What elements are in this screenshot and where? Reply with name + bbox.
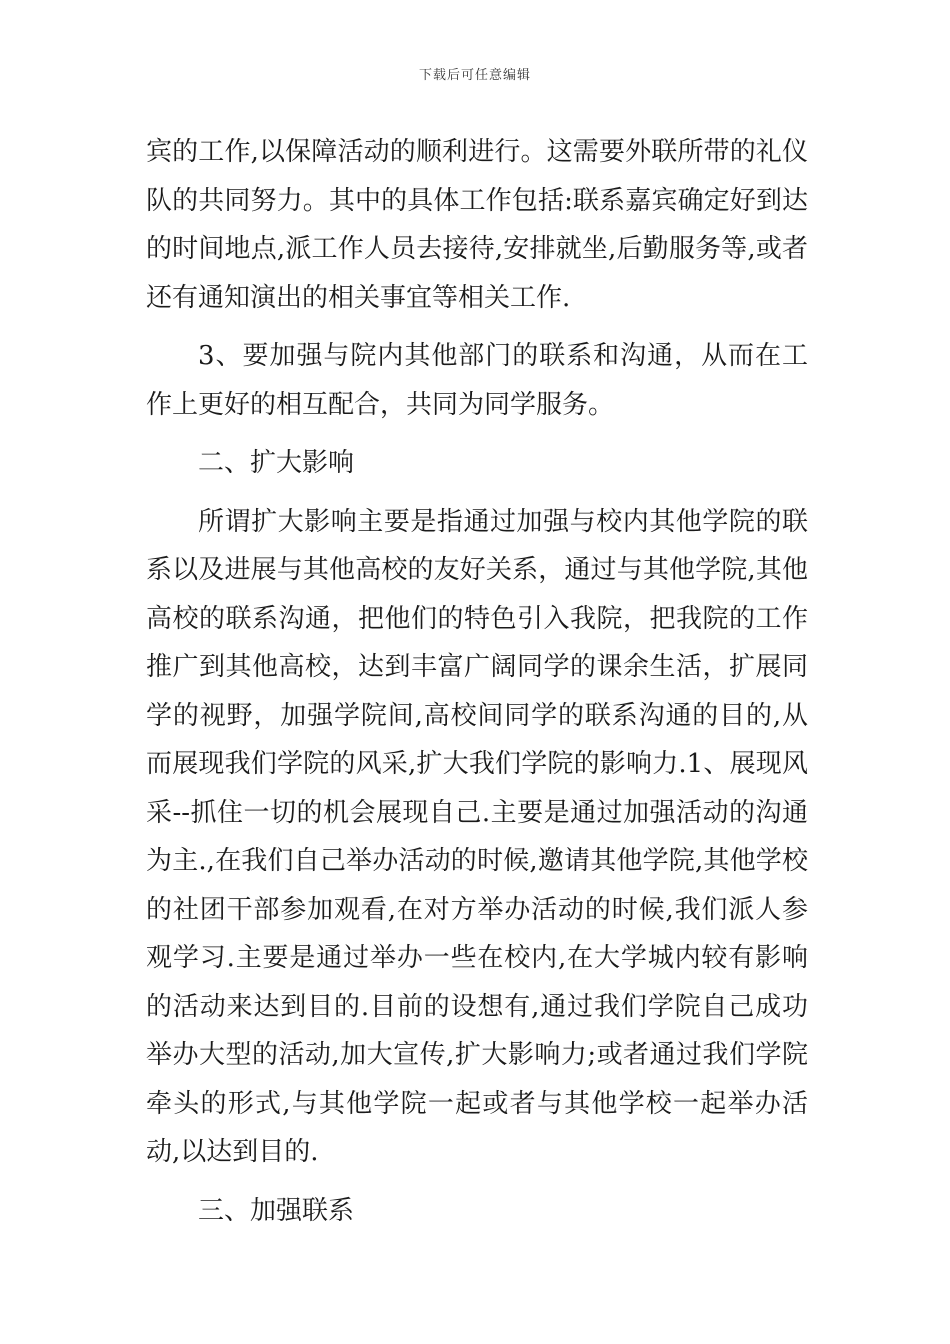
document-body — [146, 128, 808, 1235]
paragraph-expand-influence: 所谓扩大影响主要是指通过加强与校内其他学院的联系以及进展与其他高校的友好关系，通过与其他学院,其他高校的联系沟通，把他们的特色引入我院，把我院的工作推广到其他高校，达到丰富广阔同学的课余生活，扩展同学的视野，加强学院间,高校间同学的联系沟通的目的,从而展现我们学院的风采,扩大我们学院的影响力.1、展现风采--抓住一切的机会展现自己.主要是通过加强活动的沟通为主.,在我们自己举办活动的时候,邀请其他学院,其他学校的社团干部参加观看,在对方举办活动的时候,我们派人参观学习.主要是通过举办一些在校内,在大学城内较有影响的活动来达到目的.目前的设想有,通过我们学院自己成功举办大型的活动,加大宣传,扩大影响力;或者通过我们学院牵头的形式,与其他学院一起或者与其他学校一起举办活动,以达到目的. — [146, 506, 808, 1167]
section-heading-expand-influence: 二、扩大影响 — [198, 448, 355, 478]
section-heading-strengthen-contact: 三、加强联系 — [198, 1195, 355, 1226]
paragraph-department-communication: 3、要加强与院内其他部门的联系和沟通，从而在工作上更好的相互配合，共同为同学服务。 — [146, 341, 808, 420]
paragraph-guest-reception: 宾的工作,以保障活动的顺利进行。这需要外联所带的礼仪队的共同努力。其中的具体工作包括:联系嘉宾确定好到达的时间地点,派工作人员去接待,安排就坐,后勤服务等,或者还有通知演出的相关事宜等相关工作. — [146, 137, 808, 313]
page-header: 下载后可任意编辑 — [418, 68, 531, 83]
